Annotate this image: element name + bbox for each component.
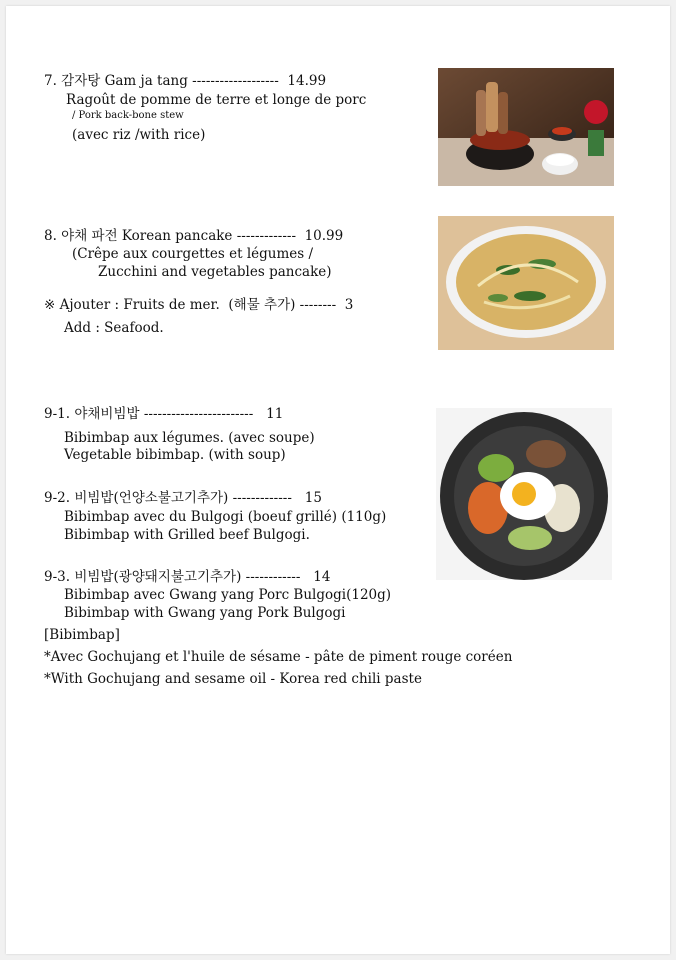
item9-2-english: Bibimbap with Grilled beef Bulgogi.	[64, 527, 310, 543]
item7-french: Ragoût de pomme de terre et longe de porc	[66, 92, 367, 108]
item8-title: 8. 야채 파전 Korean pancake ------------- 10.99	[44, 228, 344, 244]
item8-addon: ※ Ajouter : Fruits de mer. (해물 추가) -------- 3	[44, 297, 354, 313]
menu-page	[6, 6, 670, 954]
vegetable-pancake-photo	[438, 216, 614, 350]
item8-english: Zucchini and vegetables pancake)	[98, 264, 332, 280]
item7-english: / Pork back-bone stew	[72, 110, 184, 121]
item8-french: (Crêpe aux courgettes et légumes /	[72, 246, 314, 262]
pork-bone-stew-photo	[438, 68, 614, 186]
bibimbap-photo	[436, 408, 612, 580]
item9-1-french: Bibimbap aux légumes. (avec soupe)	[64, 430, 315, 446]
item8-addon-en: Add : Seafood.	[64, 320, 164, 336]
item9-1-title: 9-1. 야채비빔밥 ------------------------ 11	[44, 406, 284, 422]
item9-3-title: 9-3. 비빔밥(광양돼지불고기추가) ------------ 14	[44, 569, 331, 585]
item7-title: 7. 감자탕 Gam ja tang ------------------- 14.99	[44, 73, 327, 89]
note-english: *With Gochujang and sesame oil - Korea red chili paste	[44, 671, 422, 687]
note-french: *Avec Gochujang et l'huile de sésame - pâte de piment rouge coréen	[44, 649, 513, 665]
item9-3-french: Bibimbap avec Gwang yang Porc Bulgogi(120g)	[64, 587, 392, 603]
note-header: [Bibimbap]	[44, 627, 120, 643]
item7-rice: (avec riz /with rice)	[72, 127, 206, 143]
item9-1-english: Vegetable bibimbap. (with soup)	[64, 447, 286, 463]
item9-2-title: 9-2. 비빔밥(언양소불고기추가) ------------- 15	[44, 490, 322, 506]
item9-2-french: Bibimbap avec du Bulgogi (boeuf grillé) (110g)	[64, 509, 387, 525]
item9-3-english: Bibimbap with Gwang yang Pork Bulgogi	[64, 605, 346, 621]
